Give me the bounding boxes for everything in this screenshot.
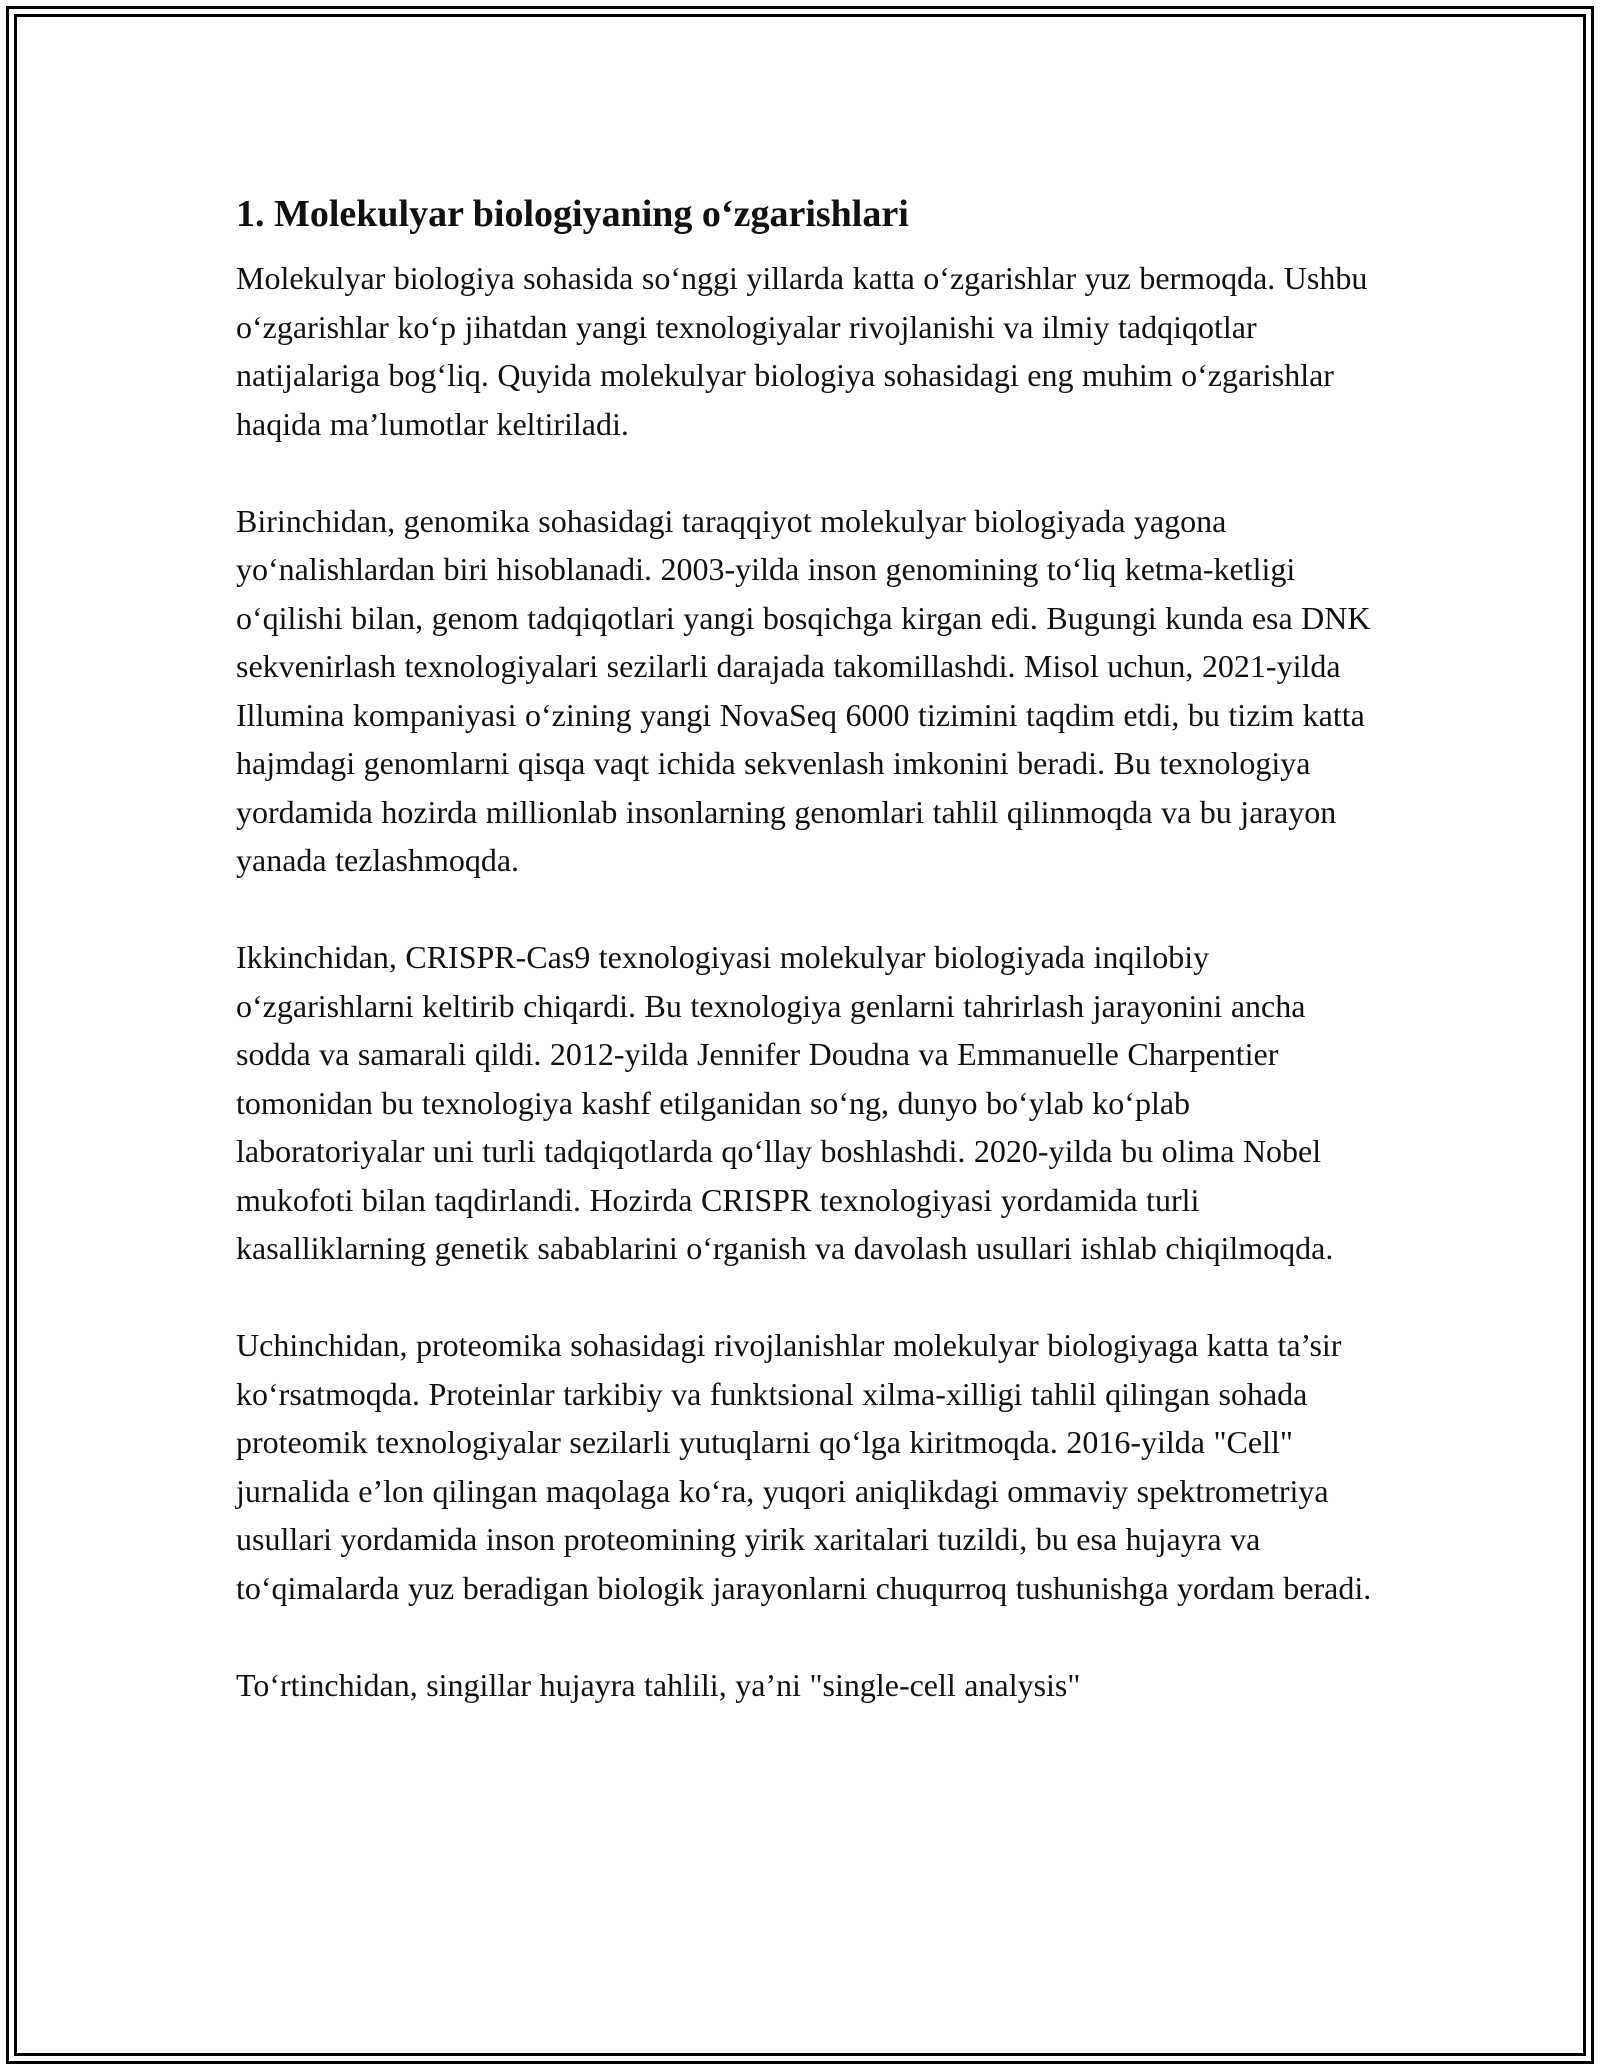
paragraph-crispr: Ikkinchidan, CRISPR-Cas9 texnologiyasi molekulyar biologiyada inqilobiy o‘zgarishlarni keltirib chiqardi. Bu texnologiya genlarni tahrirlash jarayonini ancha sodda va samarali qildi. 2012-yilda Jennifer Doudna va Emmanuelle Charpentier tomonidan bu texnologiya kashf etilganidan so‘ng, dunyo bo‘ylab ko‘plab laboratoriyalar uni turli tadqiqotlarda qo‘llay boshlashdi. 2020-yilda bu olima Nobel mukofoti bilan taqdirlandi. Hozirda CRISPR texnologiyasi yordamida turli kasalliklarning genetik sabablarini o‘rganish va davolash usullari ishlab chiqilmoqda.: [236, 939, 1334, 1266]
section-heading: 1. Molekulyar biologiyaning o‘zgarishlari: [236, 193, 909, 235]
paragraph-genomics: Birinchidan, genomika sohasidagi taraqqiyot molekulyar biologiyada yagona yo‘nalishlardan biri hisoblanadi. 2003-yilda inson genomining to‘liq ketma-ketligi o‘qilishi bilan, genom tadqiqotlari yangi bosqichga kirgan edi. Bugungi kunda esa DNK sekvenirlash texnologiyalari sezilarli darajada takomillashdi. Misol uchun, 2021-yilda Illumina kompaniyasi o‘zining yangi NovaSeq 6000 tizimini taqdim etdi, bu tizim katta hajmdagi genomlarni qisqa vaqt ichida sekvenlash imkonini beradi. Bu texnologiya yordamida hozirda millionlab insonlarning genomlari tahlil qilinmoqda va bu jarayon yanada tezlashmoqda.: [236, 502, 1371, 878]
paragraph-intro: Molekulyar biologiya sohasida so‘nggi yillarda katta o‘zgarishlar yuz bermoqda. Ushbu o‘zgarishlar ko‘p jihatdan yangi texnologiyalar rivojlanishi va ilmiy tadqiqotlar natijalariga bog‘liq. Quyida molekulyar biologiya sohasidagi eng muhim o‘zgarishlar haqida ma’lumotlar keltiriladi.: [236, 260, 1368, 442]
paragraph-proteomics: Uchinchidan, proteomika sohasidagi rivojlanishlar molekulyar biologiyaga katta ta’sir ko‘rsatmoqda. Proteinlar tarkibiy va funktsional xilma-xilligi tahlil qilingan sohada proteomik texnologiyalar sezilarli yutuqlarni qo‘lga kiritmoqda. 2016-yilda "Cell" jurnalida e’lon qilingan maqolaga ko‘ra, yuqori aniqlikdagi ommaviy spektrometriya usullari yordamida inson proteomining yirik xaritalari tuzildi, bu esa hujayra va to‘qimalarda yuz beradigan biologik jarayonlarni chuqurroq tushunishga yordam beradi.: [236, 1327, 1372, 1606]
document-body: [236, 186, 1386, 1758]
paragraph-single-cell: To‘rtinchidan, singillar hujayra tahlili, ya’ni "single-cell analysis": [236, 1666, 1081, 1703]
